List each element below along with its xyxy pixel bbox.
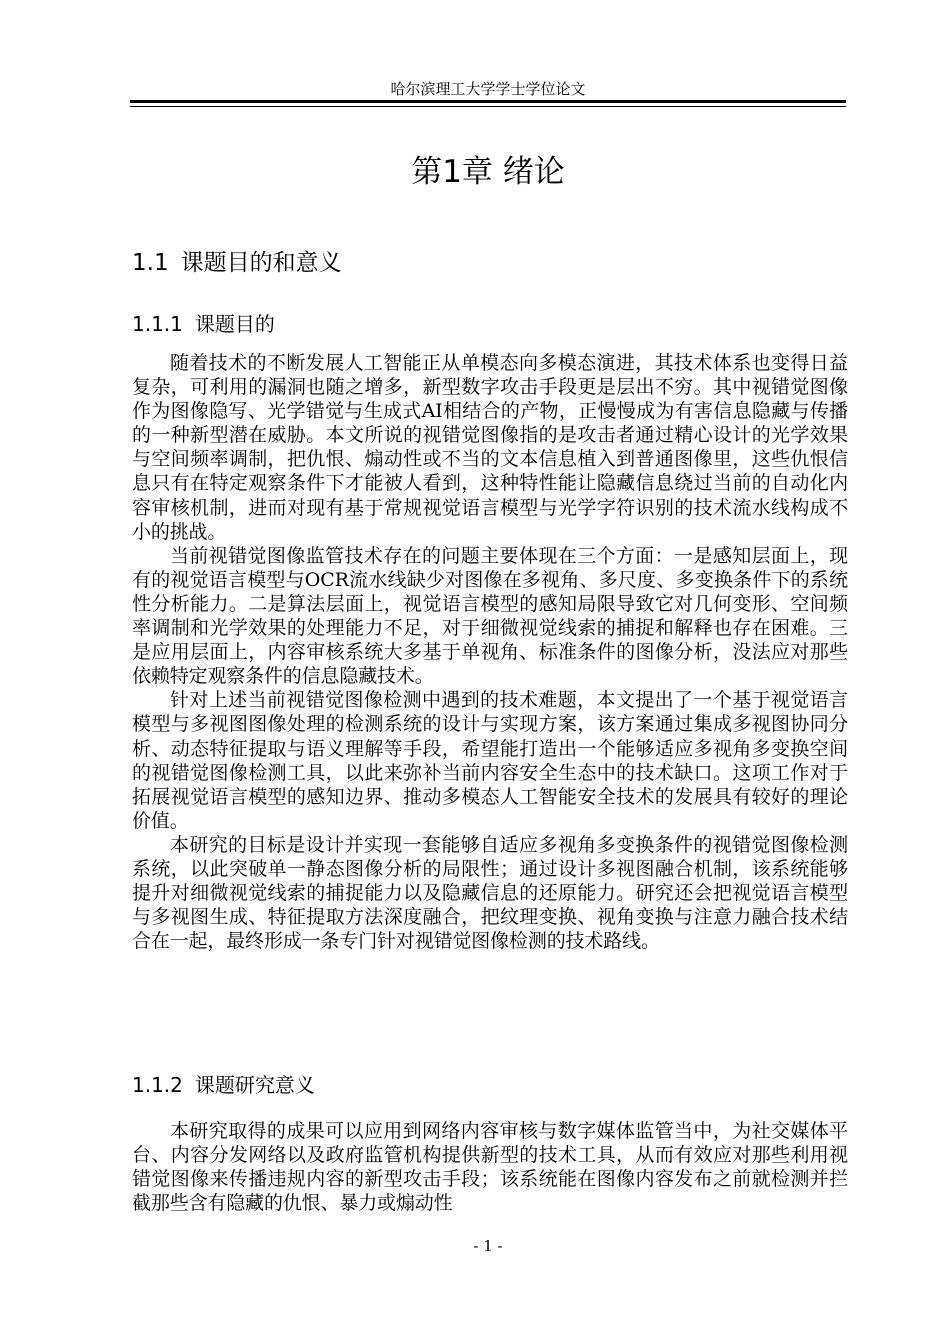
running-header: 哈尔滨理工大学学士学位论文 [390,80,586,98]
section-heading-1-1 [132,245,342,281]
subsection-title: 课题研究意义 [194,1073,315,1097]
paragraph-2: 当前视错觉图像监管技术存在的问题主要体现在三个方面：一是感知层面上，现有的视觉语言模型与OCR流水线缺少对图像在多视角、多尺度、多变换条件下的系统性分析能力。二是算法层面上，视觉语言模型的感知局限导致它对几何变形、空间频率调制和光学效果的处理能力不足，对于细微视觉线索的捕捉和解释也存在困难。三是应用层面上，内容审核系统大多基于单视角、标准条件的图像分析，没法应对那些依赖特定观察条件的信息隐藏技术。 [132,544,848,688]
subsection-heading-1-1-2 [132,1070,315,1100]
chapter-title: 第1章 绪论 [411,154,565,190]
paragraph-4: 本研究的目标是设计并实现一套能够自适应多视角多变换条件的视错觉图像检测系统，以此突破单一静态图像分析的局限性；通过设计多视图融合机制，该系统能够提升对细微视觉线索的捕捉能力以及隐藏信息的还原能力。研究还会把视觉语言模型与多视图生成、特征提取方法深度融合，把纹理变换、视角变换与注意力融合技术结合在一起，最终形成一条专门针对视错觉图像检测的技术路线。 [132,833,848,953]
subsection-heading-1-1-1 [132,309,275,339]
section-number: 1.1 [132,250,169,276]
paragraph-1: 随着技术的不断发展人工智能正从单模态向多模态演进，其技术体系也变得日益复杂，可利用的漏洞也随之增多，新型数字攻击手段更是层出不穷。其中视错觉图像作为图像隐写、光学错觉与生成式AI相结合的产物，正慢慢成为有害信息隐藏与传播的一种新型潜在威胁。本文所说的视错觉图像指的是攻击者通过精心设计的光学效果与空间频率调制，把仇恨、煽动性或不当的文本信息植入到普通图像里，这些仇恨信息只有在特定观察条件下才能被人看到，这种特性能让隐藏信息绕过当前的自动化内容审核机制，进而对现有基于常规视觉语言模型与光学字符识别的技术流水线构成不小的挑战。 [132,352,848,543]
paragraph-3: 针对上述当前视错觉图像检测中遇到的技术难题，本文提出了一个基于视觉语言模型与多视图图像处理的检测系统的设计与实现方案，该方案通过集成多视图协同分析、动态特征提取与语义理解等手段，希望能打造出一个能够适应多视角多变换空间的视错觉图像检测工具，以此来弥补当前内容安全生态中的技术缺口。这项工作对于拓展视觉语言模型的感知边界、推动多模态人工智能安全技术的发展具有较好的理论价值。 [132,689,848,832]
header-rule-thin [130,106,846,107]
section-title: 课题目的和意义 [180,250,342,276]
header-rule-thick [130,100,846,103]
page-number: - 1 - [473,1237,503,1255]
paragraph-5: 本研究取得的成果可以应用到网络内容审核与数字媒体监管当中，为社交媒体平台、内容分发网络以及政府监管机构提供新型的技术工具，从而有效应对那些利用视错觉图像来传播违规内容的新型攻击手段；该系统能在图像内容发布之前就检测并拦截那些含有隐藏的仇恨、暴力或煽动性 [132,1120,848,1215]
body-text-1-1-2 [132,1119,848,1215]
subsection-number: 1.1.2 [132,1073,183,1097]
subsection-title: 课题目的 [194,312,275,336]
subsection-number: 1.1.1 [132,312,183,336]
body-text-1-1-1 [132,351,848,953]
